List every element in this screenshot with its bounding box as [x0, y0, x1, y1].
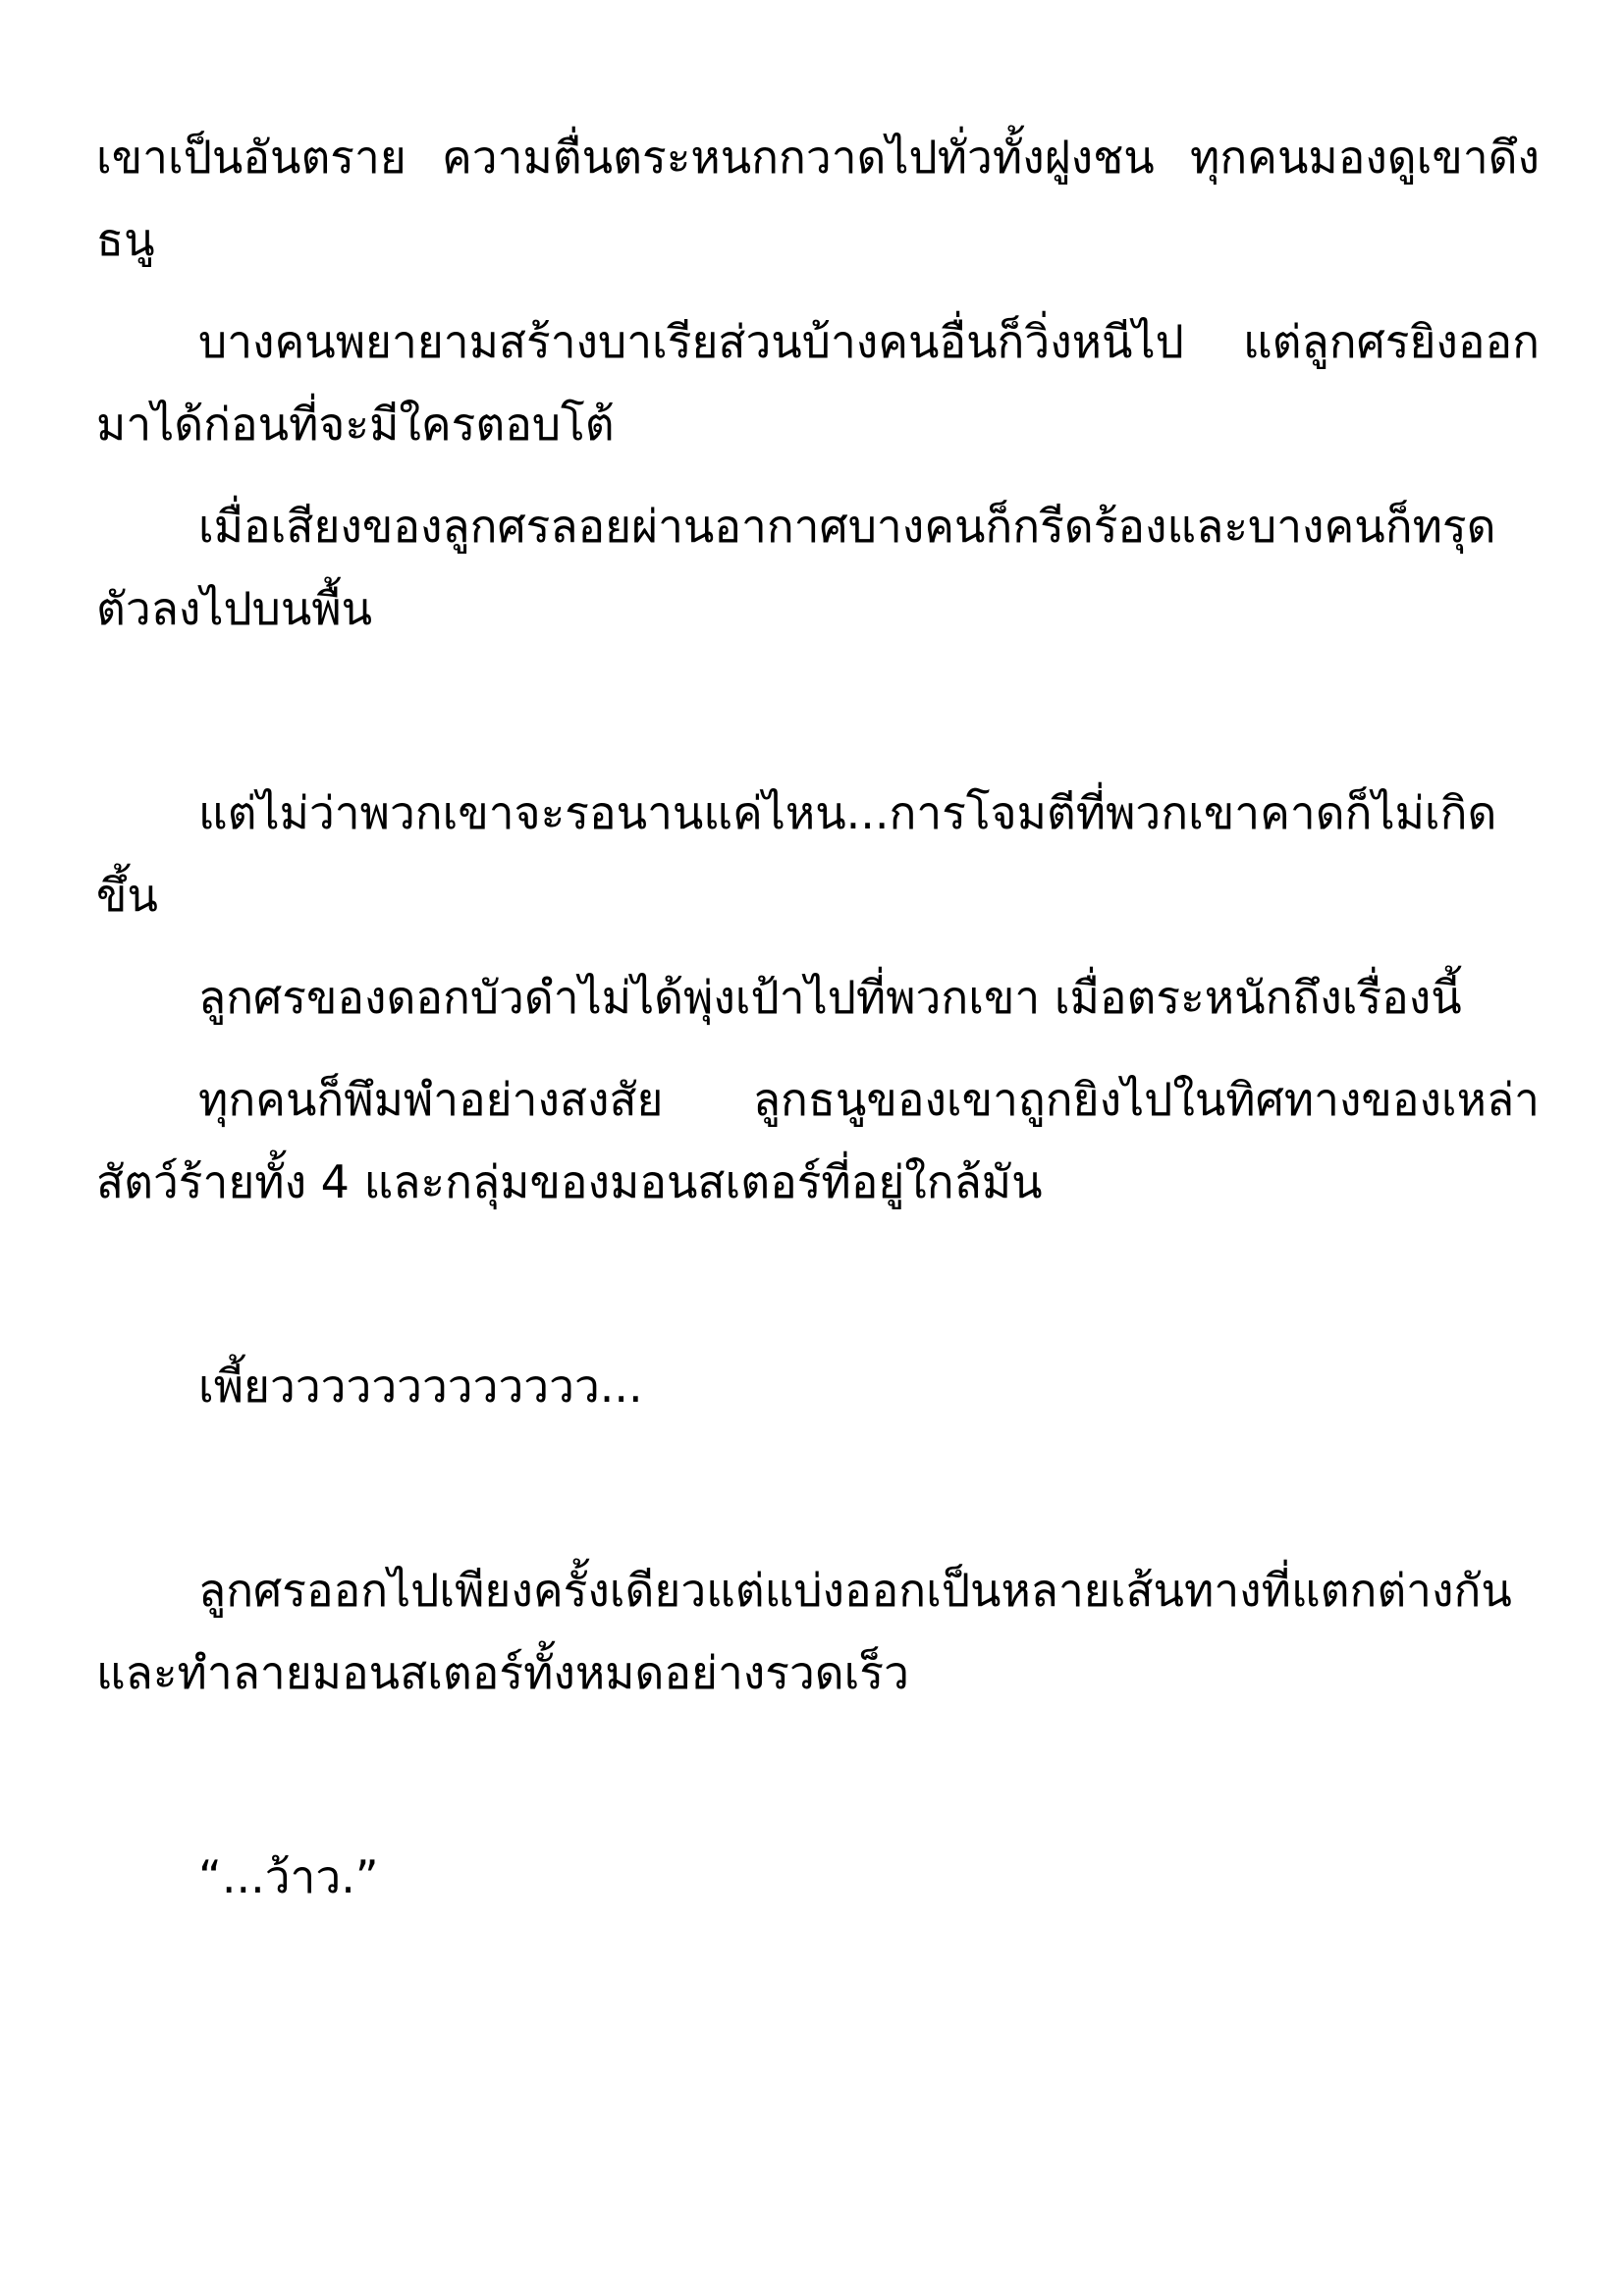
paragraph-7: เพี้ยววววววววววววว... [198, 1360, 643, 1413]
blank-line [96, 1243, 1540, 1345]
paragraph-4: แต่ไม่ว่าพวกเขาจะรอนานแค่ไหน...การโจมตีที่พวกเขาคาดก็ไม่เกิดขึ้น [96, 786, 1497, 922]
document-page [96, 116, 1540, 1938]
paragraph-2: บางคนพยายามสร้างบาเรียส่วนบ้างคนอื่นก็วิ่งหนีไป แต่ลูกศรยิงออกมาได้ก่อนที่จะมีใครตอบโต้ [96, 315, 1540, 451]
paragraph-6: ทุกคนก็พึมพำอย่างสงสัย ลูกธนูของเขาถูกยิงไปในทิศทางของเหล่าสัตว์ร้ายทั้ง 4 และกลุ่มของมอนสเตอร์ที่อยู่ใกล้มัน [96, 1073, 1540, 1208]
paragraph-1: เขาเป็นอันตราย ความตื่นตระหนกกวาดไปทั่วทั้งฝูงชน ทุกคนมองดูเขาดึงธนู [96, 131, 1540, 266]
blank-line [96, 669, 1540, 772]
paragraph-9: “...ว้าว.” [198, 1850, 379, 1903]
paragraph-3: เมื่อเสียงของลูกศรลอยผ่านอากาศบางคนก็กรีดร้องและบางคนก็ทรุดตัวลงไปบนพื้น [96, 500, 1496, 635]
blank-line [96, 1447, 1540, 1549]
paragraph-8: ลูกศรออกไปเพียงครั้งเดียวแต่แบ่งออกเป็นหลายเส้นทางที่แตกต่างกันและทำลายมอนสเตอร์ทั้งหมดอย่างรวดเร็ว [96, 1564, 1512, 1699]
paragraph-5: ลูกศรของดอกบัวดำไม่ได้พุ่งเป้าไปที่พวกเขา เมื่อตระหนักถึงเรื่องนี้ [198, 971, 1462, 1024]
blank-line [96, 1734, 1540, 1836]
